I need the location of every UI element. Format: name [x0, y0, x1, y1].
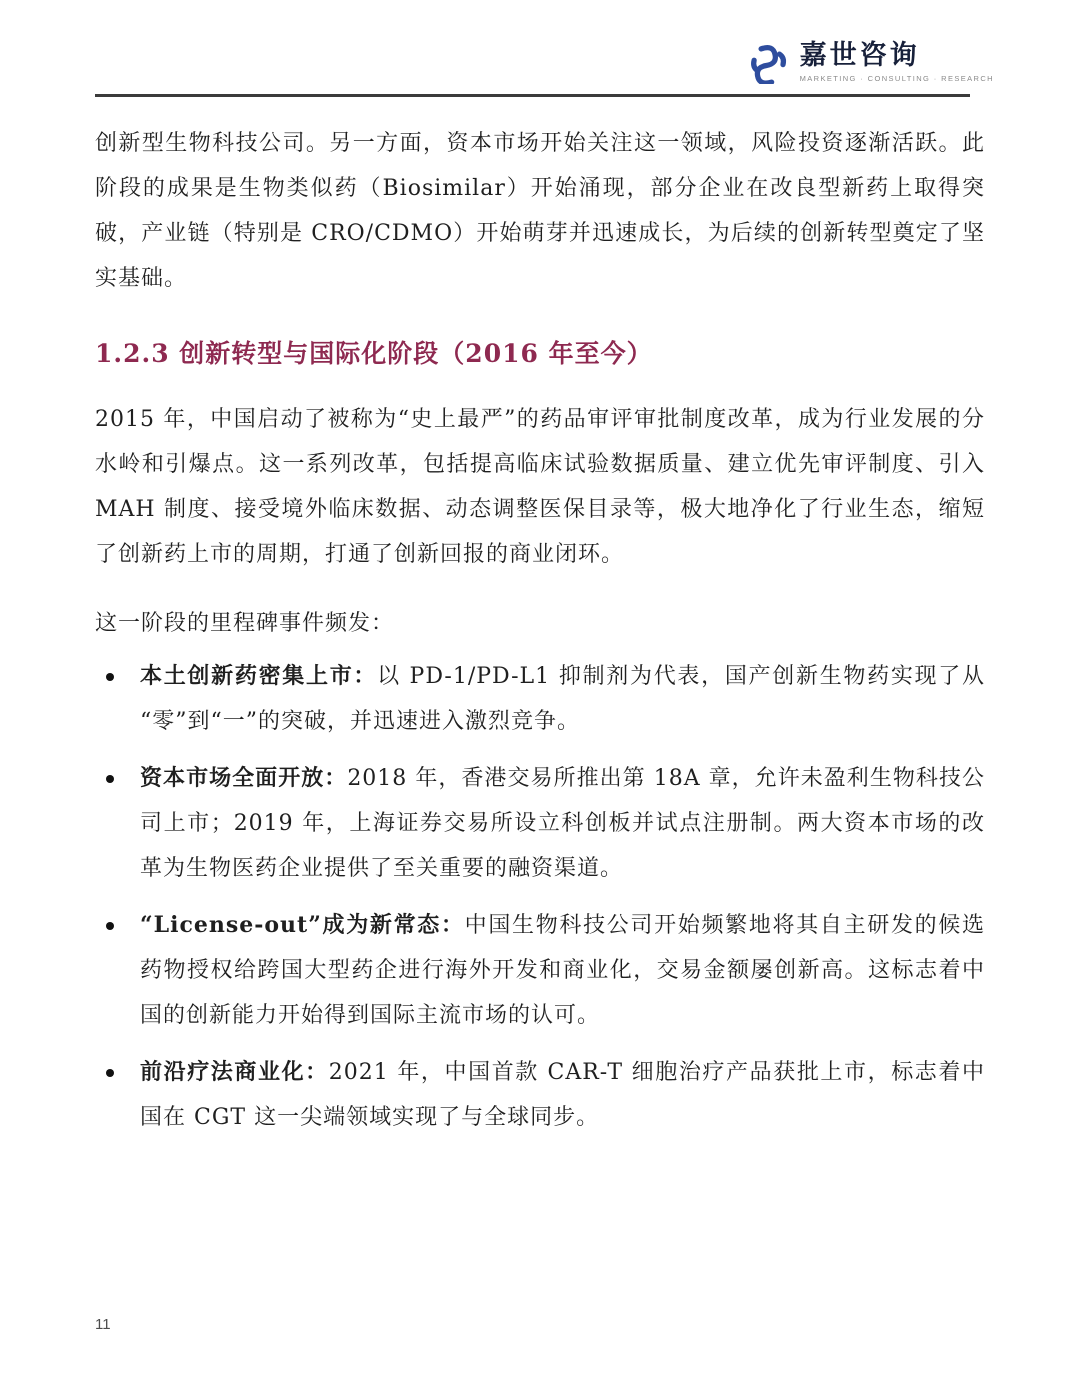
bullet-text: 中国生物科技公司开始频繁地将其自主研发的候选药物授权给跨国大型药企进行海外开发和商业化，交易金额屡创新高。这标志着中国的创新能力开始得到国际主流市场的认可。 — [140, 913, 985, 1028]
brand-tagline: MARKETING · CONSULTING · RESEARCH — [799, 74, 994, 83]
bullet-text: 2021 年，中国首款 CAR-T 细胞治疗产品获批上市，标志着中国在 CGT 这一尖端领域实现了与全球同步。 — [140, 1060, 985, 1130]
milestones-lead-in: 这一阶段的里程碑事件频发： — [95, 611, 395, 636]
brand-logo — [748, 40, 994, 84]
bullet-dot — [106, 1069, 114, 1077]
bullet-dot — [106, 922, 114, 930]
list-item-domestic-drugs — [95, 654, 985, 744]
list-item-license-out — [95, 903, 985, 1038]
document-body — [95, 121, 985, 1152]
paragraph-foundation-stage: 创新型生物科技公司。另一方面，资本市场开始关注这一领域，风险投资逐渐活跃。此阶段的成果是生物类似药（Biosimilar）开始涌现，部分企业在改良型新药上取得突破，产业链（特别是 CRO/CDMO）开始萌芽并迅速成长，为后续的创新转型奠定了坚实基础。 — [95, 131, 985, 291]
bullet-title: 本土创新药密集上市： — [140, 663, 378, 689]
list-item-frontier-therapy — [95, 1050, 985, 1140]
bullet-text: 2018 年，香港交易所推出第 18A 章，允许未盈利生物科技公司上市；2019 年，上海证券交易所设立科创板并试点注册制。两大资本市场的改革为生物医药企业提供了至关重要的融资渠道。 — [140, 766, 985, 881]
bullet-dot — [106, 775, 114, 783]
bullet-text: 以 PD-1/PD-L1 抑制剂为代表，国产创新生物药实现了从“零”到“一”的突破，并迅速进入激烈竞争。 — [140, 664, 985, 734]
paragraph-reform: 2015 年，中国启动了被称为“史上最严”的药品审评审批制度改革，成为行业发展的分水岭和引爆点。这一系列改革，包括提高临床试验数据质量、建立优先审评制度、引入 MAH 制度、接受境外临床数据、动态调整医保目录等，极大地净化了行业生态，缩短了创新药上市的周期，打通了创新回报的商业闭环。 — [95, 407, 985, 567]
brand-logo-icon — [748, 40, 790, 84]
section-heading: 1.2.3 创新转型与国际化阶段（2016 年至今） — [95, 339, 653, 368]
bullet-title: 资本市场全面开放： — [140, 765, 348, 791]
list-item-capital-markets — [95, 756, 985, 891]
bullet-dot — [106, 673, 114, 681]
bullet-title: 前沿疗法商业化： — [140, 1059, 329, 1085]
bullet-title: “License-out”成为新常态： — [140, 912, 465, 938]
milestones-list — [95, 654, 985, 1140]
brand-name: 嘉世咨询 — [799, 40, 920, 71]
brand-text-block — [800, 41, 994, 83]
page-number: 11 — [95, 1316, 111, 1333]
header-divider — [95, 94, 970, 97]
